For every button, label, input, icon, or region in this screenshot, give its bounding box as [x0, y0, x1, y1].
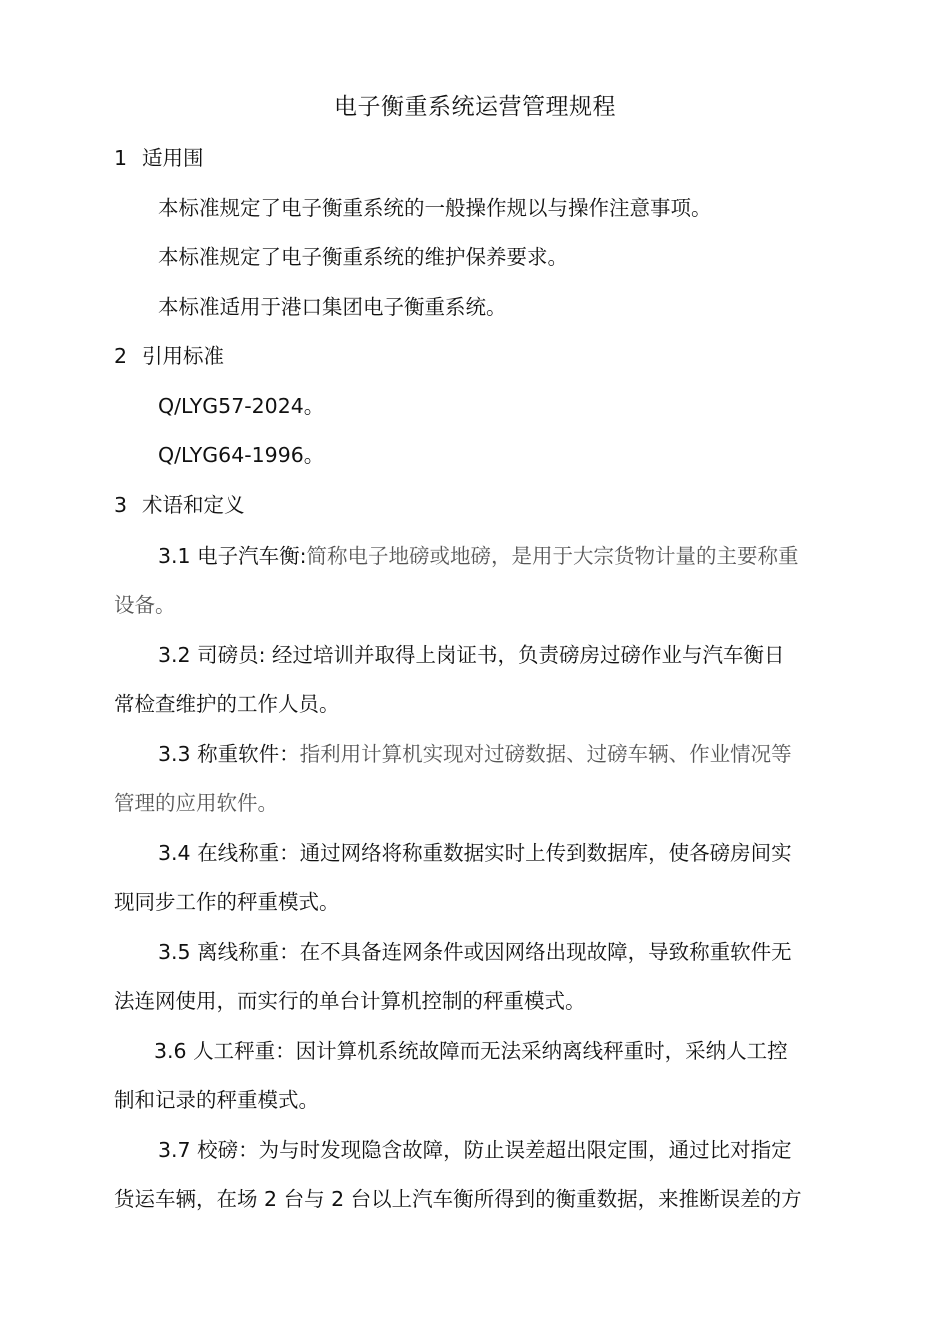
section-number: 1	[114, 146, 128, 170]
paragraph: 本标准规定了电子衡重系统的维护保养要求。	[158, 245, 568, 269]
definition-line	[158, 739, 792, 769]
definition-term: 3.5 离线称重：	[158, 940, 300, 964]
paragraph: Q/LYG64-1996。	[158, 443, 325, 467]
definition-text: 简称电子地磅或地磅，是用于大宗货物计量的主要称重	[306, 544, 799, 568]
section-heading	[114, 143, 204, 173]
paragraph: 本标准适用于港口集团电子衡重系统。	[158, 295, 507, 319]
definition-text: 在不具备连网条件或因网络出现故障，导致称重软件无	[299, 940, 792, 964]
section-heading	[114, 341, 224, 371]
definition-term: 3.3 称重软件：	[158, 742, 300, 766]
definition-continuation: 法连网使用，而实行的单台计算机控制的秤重模式。	[114, 989, 586, 1013]
definition-line	[158, 838, 792, 868]
section-number: 2	[114, 344, 128, 368]
definition-continuation: 货运车辆，在场 2 台与 2 台以上汽车衡所得到的衡重数据，来推断误差的方	[114, 1187, 802, 1211]
definition-term: 3.7 校磅：	[158, 1138, 259, 1162]
section-number: 3	[114, 493, 128, 517]
definition-term: 3.2 司磅员:	[158, 643, 273, 667]
section-heading	[114, 490, 245, 520]
definition-term: 3.4 在线称重：	[158, 841, 300, 865]
definition-text: 指利用计算机实现对过磅数据、过磅车辆、作业情况等	[299, 742, 792, 766]
section-title: 术语和定义	[142, 493, 245, 517]
definition-text: 为与时发现隐含故障，防止误差超出限定围，通过比对指定	[258, 1138, 792, 1162]
definition-line	[158, 640, 785, 670]
paragraph: 本标准规定了电子衡重系统的一般操作规以与操作注意事项。	[158, 196, 712, 220]
definition-line	[154, 1036, 788, 1066]
section-title: 引用标准	[142, 344, 224, 368]
definition-continuation: 制和记录的秤重模式。	[114, 1088, 319, 1112]
definition-text: 因计算机系统故障而无法采纳离线秤重时，采纳人工控	[295, 1039, 788, 1063]
definition-line	[158, 541, 799, 571]
definition-continuation: 常检查维护的工作人员。	[114, 692, 340, 716]
definition-line	[158, 1135, 792, 1165]
definition-continuation: 管理的应用软件。	[114, 791, 278, 815]
definition-term: 3.6 人工秤重：	[154, 1039, 296, 1063]
definition-text: 经过培训并取得上岗证书，负责磅房过磅作业与汽车衡日	[272, 643, 785, 667]
section-title: 适用围	[142, 146, 204, 170]
definition-line	[158, 937, 792, 967]
definition-continuation: 现同步工作的秤重模式。	[114, 890, 340, 914]
definition-term: 3.1 电子汽车衡:	[158, 544, 307, 568]
document-title: 电子衡重系统运营管理规程	[334, 94, 616, 120]
definition-text: 通过网络将称重数据实时上传到数据库，使各磅房间实	[299, 841, 792, 865]
paragraph: Q/LYG57-2024。	[158, 394, 325, 418]
definition-continuation: 设备。	[114, 593, 176, 617]
